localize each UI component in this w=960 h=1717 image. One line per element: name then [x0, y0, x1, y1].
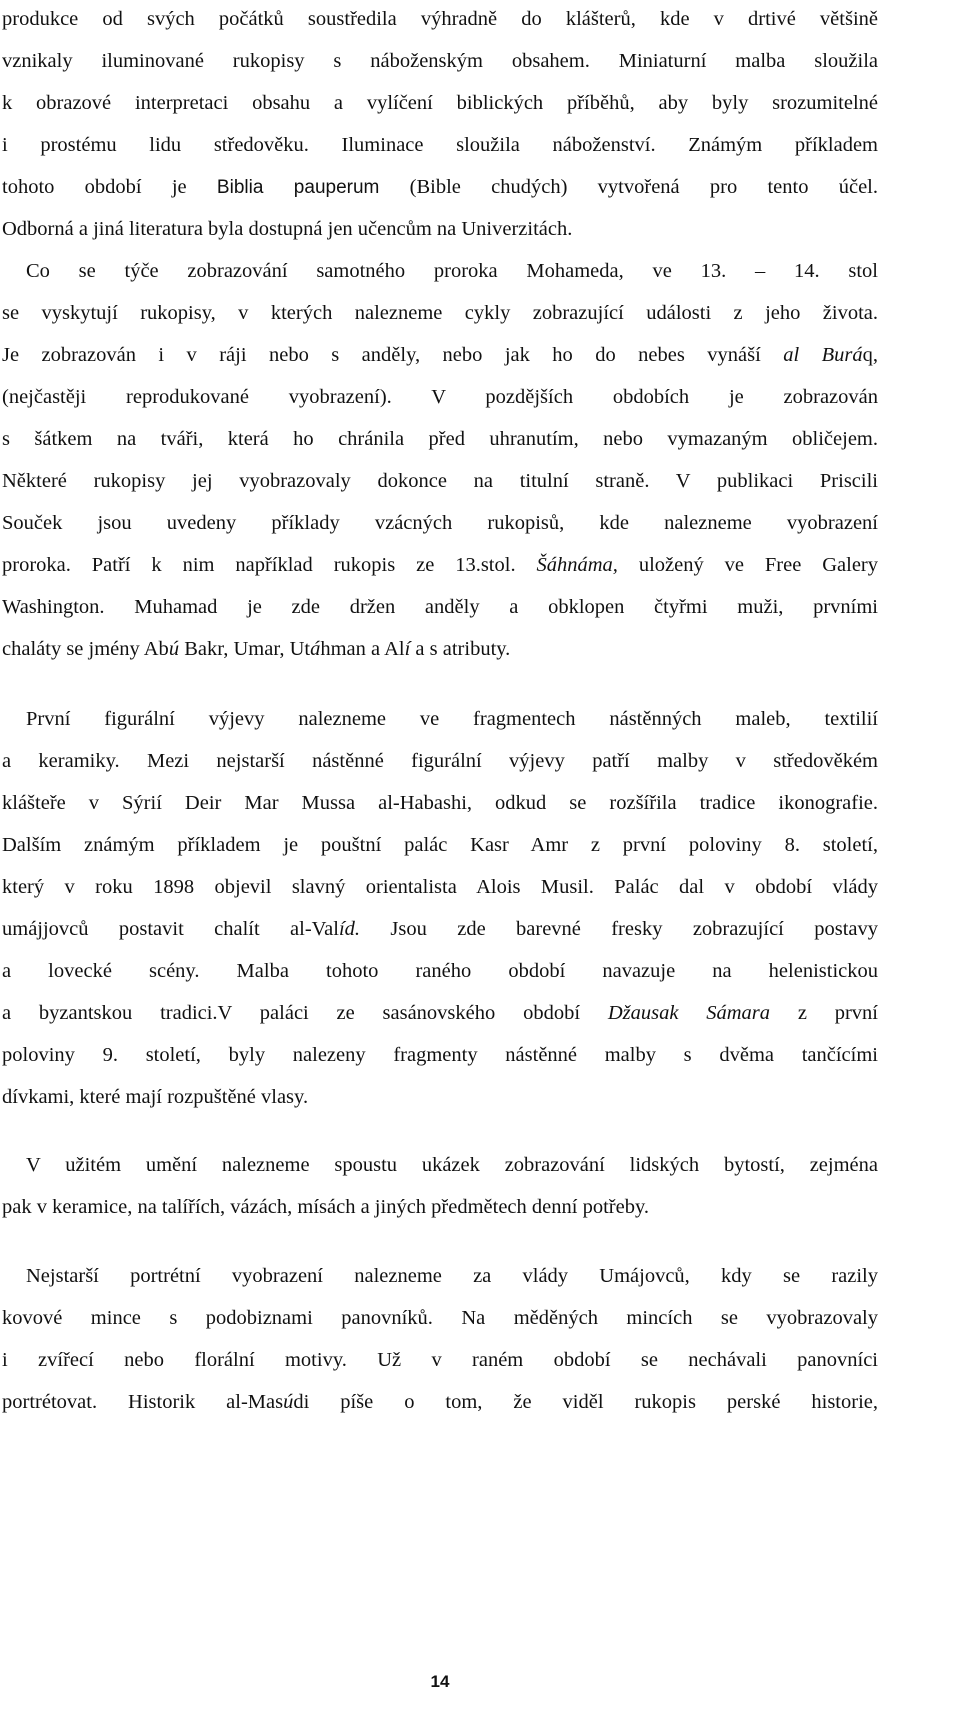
text-run: uložený ve Free Galery — [617, 554, 878, 576]
text-line: i zvířecí nebo florální motivy. Už v raném období se nechávali panovníci — [2, 1349, 878, 1371]
text-run: z první — [770, 1002, 878, 1024]
text-line: První figurální výjevy nalezneme ve fragmentech nástěnných maleb, textilií — [26, 708, 878, 730]
text-line: s šátkem na tváři, která ho chránila před uhranutím, nebo vymazaným obličejem. — [2, 428, 878, 450]
text-line: i prostému lidu středověku. Iluminace sloužila náboženství. Známým příkladem — [2, 134, 878, 156]
text-line — [2, 168, 878, 206]
text-line: který v roku 1898 objevil slavný orientalista Alois Musil. Palác dal v období vlády — [2, 876, 878, 898]
text-run: chaláty se jmény Ab — [2, 638, 169, 660]
text-run-italic: íd. — [338, 918, 361, 940]
text-run: Je zobrazován i v ráji nebo s anděly, nebo jak ho do nebes vynáší — [2, 344, 784, 366]
text-line: Souček jsou uvedeny příklady vzácných rukopisů, kde nalezneme vyobrazení — [2, 512, 878, 534]
text-line: a keramiky. Mezi nejstarší nástěnné figurální výjevy patří malby v středověkém — [2, 750, 878, 772]
text-line — [2, 1383, 878, 1421]
biblia-pauperum-term: Biblia pauperum — [216, 177, 380, 198]
text-run: portrétovat. Historik al-Mas — [2, 1391, 284, 1413]
text-run-italic: á — [310, 638, 321, 660]
text-line — [2, 546, 878, 584]
shahnama-term: Šáhnáma, — [536, 554, 618, 576]
text-line — [2, 910, 878, 948]
page-number: 14 — [430, 1672, 450, 1691]
text-line: vznikaly iluminované rukopisy s náboženským obsahem. Miniaturní malba sloužila — [2, 50, 878, 72]
text-run: (Bible chudých) vytvořená pro tento účel. — [379, 176, 879, 198]
text-line: Nejstarší portrétní vyobrazení nalezneme za vlády Umájovců, kdy se razily — [26, 1265, 878, 1287]
text-line: (nejčastěji reprodukované vyobrazení). V pozdějších obdobích je zobrazován — [2, 386, 878, 408]
text-line — [2, 336, 878, 374]
text-line: a lovecké scény. Malba tohoto raného období navazuje na helenistickou — [2, 960, 878, 982]
text-line: produkce od svých počátků soustředila výhradně do klášterů, kde v drtivé většině — [2, 8, 878, 30]
text-line: se vyskytují rukopisy, v kterých nalezneme cykly zobrazující události z jeho života. — [2, 302, 878, 324]
text-line: klášteře v Sýrií Deir Mar Mussa al-Habashi, odkud se rozšířila tradice ikonografie. — [2, 792, 878, 814]
text-run: a s atributy. — [410, 638, 511, 660]
text-run: tohoto období je — [2, 176, 217, 198]
text-run: di píše o tom, že viděl rukopis perské historie, — [293, 1391, 878, 1413]
text-line — [2, 630, 878, 668]
dzausak-samara-term: Džausak Sámara — [607, 1002, 771, 1024]
text-line: dívkami, které mají rozpuštěné vlasy. — [2, 1086, 309, 1108]
text-run: umájjovců postavit chalít al-Val — [2, 918, 339, 940]
text-run: hman a Al — [320, 638, 405, 660]
text-run: a byzantskou tradici.V paláci ze sasánovského období — [2, 1002, 608, 1024]
text-line: Co se týče zobrazování samotného proroka Mohameda, ve 13. – 14. stol — [26, 260, 878, 282]
text-line: Dalším známým příkladem je pouštní palác Kasr Amr z první poloviny 8. století, — [2, 834, 878, 856]
text-line: k obrazové interpretaci obsahu a vylíčení biblických příběhů, aby byly srozumitelné — [2, 92, 878, 114]
text-run-italic: í — [404, 638, 411, 660]
al-buraq-term: al Burá — [783, 344, 863, 366]
text-line: V užitém umění nalezneme spoustu ukázek zobrazování lidských bytostí, zejména — [26, 1154, 878, 1176]
text-line — [2, 994, 878, 1032]
text-line: kovové mince s podobiznami panovníků. Na měděných mincích se vyobrazovaly — [2, 1307, 878, 1329]
text-line: poloviny 9. století, byly nalezeny fragmenty nástěnné malby s dvěma tančícími — [2, 1044, 878, 1066]
text-run: q, — [862, 344, 878, 366]
text-line: Washington. Muhamad je zde držen anděly a obklopen čtyřmi muži, prvními — [2, 596, 878, 618]
text-line: pak v keramice, na talířích, vázách, mísách a jiných předmětech denní potřeby. — [2, 1196, 649, 1218]
text-run: Bakr, Umar, Ut — [179, 638, 311, 660]
text-line: Některé rukopisy jej vyobrazovaly dokonce na titulní straně. V publikaci Priscili — [2, 470, 878, 492]
text-run-italic: ú — [283, 1391, 294, 1413]
text-run: proroka. Patří k nim například rukopis ze 13.stol. — [2, 554, 537, 576]
text-run-italic: ú — [168, 638, 180, 660]
text-line: Odborná a jiná literatura byla dostupná jen učencům na Univerzitách. — [2, 218, 573, 240]
text-run: Jsou zde barevné fresky zobrazující postavy — [360, 918, 878, 940]
